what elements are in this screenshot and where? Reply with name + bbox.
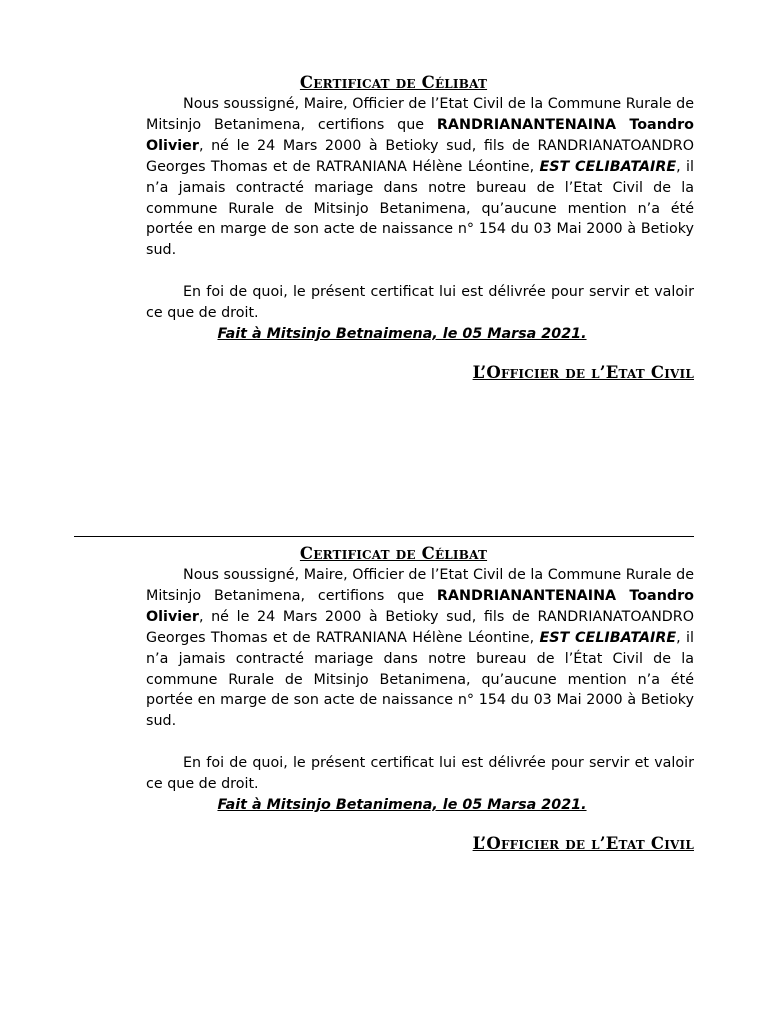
person-name: RANDRIANANTENAINA Toandro Olivier (146, 587, 694, 625)
certificate-body-paragraph (146, 565, 694, 732)
place-date-line: Fait à Mitsinjo Betnaimena, le 05 Marsa 2021. (217, 325, 587, 342)
body-text-intro: Nous soussigné, Maire, Officier de l’Etat Civil de la Commune Rurale de Mitsinjo Betanimena, certifions que (146, 96, 694, 133)
separator-line (74, 536, 694, 537)
certificate-2 (146, 543, 694, 855)
certificate-1 (146, 72, 694, 384)
marital-status: EST CELIBATAIRE (539, 158, 677, 175)
officer-signature-title: L’Officier de l’Etat Civil (472, 362, 694, 382)
certificate-title: Certificat de Célibat (299, 73, 488, 92)
paragraph-gap (146, 261, 694, 282)
officer-signature-title: L’Officier de l’Etat Civil (472, 833, 694, 853)
body-text-details: , il n’a jamais contracté mariage dans notre bureau de l’Etat Civil de la commune Rurale de Mitsinjo Betanimena, qu’aucune mention n’a été portée en marge de son acte de naissance n° 154 du 03 Mai 2000 à Betioky sud. (146, 158, 694, 259)
body-text-intro: Nous soussigné, Maire, Officier de l’Etat Civil de la Commune Rurale de Mitsinjo Betanimena, certifions que (146, 567, 694, 604)
body-text-birth: , né le 24 Mars 2000 à Betioky sud, fils de RANDRIANATOANDRO Georges Thomas et de RATRANIANA Hélène Léontine, (146, 608, 694, 646)
marital-status: EST CELIBATAIRE (539, 629, 677, 646)
person-name: RANDRIANANTENAINA Toandro Olivier (146, 116, 694, 154)
body-text-details: , il n’a jamais contracté mariage dans notre bureau de l’État Civil de la commune Rurale de Mitsinjo Betanimena, qu’aucune mention n’a été portée en marge de son acte de naissance n° 154 du 03 Mai 2000 à Betioky sud. (146, 629, 694, 730)
closing-paragraph: En foi de quoi, le présent certificat lui est délivrée pour servir et valoir ce que de droit. (146, 284, 694, 322)
certificate-body-paragraph (146, 94, 694, 261)
certificate-title: Certificat de Célibat (299, 544, 488, 563)
place-date-line: Fait à Mitsinjo Betanimena, le 05 Marsa 2021. (217, 796, 587, 813)
paragraph-gap (146, 732, 694, 753)
body-text-birth: , né le 24 Mars 2000 à Betioky sud, fils de RANDRIANATOANDRO Georges Thomas et de RATRANIANA Hélène Léontine, (146, 137, 694, 175)
closing-paragraph: En foi de quoi, le présent certificat lui est délivrée pour servir et valoir ce que de droit. (146, 755, 694, 793)
